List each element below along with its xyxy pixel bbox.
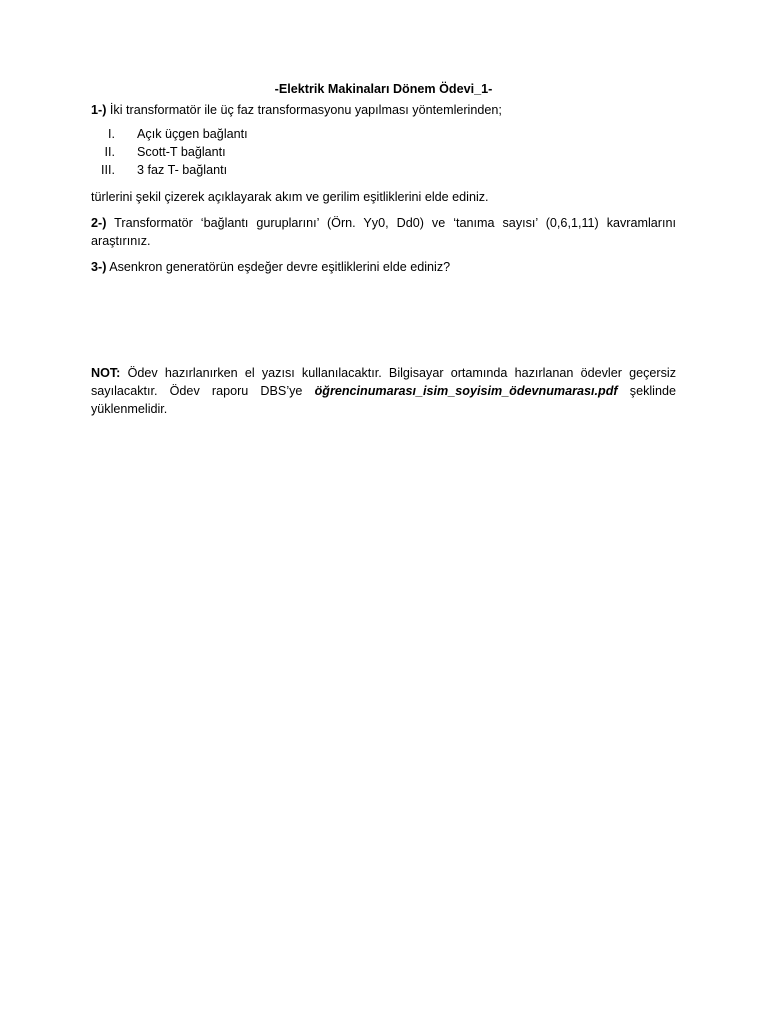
question-1-followup: türlerini şekil çizerek açıklayarak akım ve gerilim eşitliklerini elde ediniz.: [91, 190, 489, 204]
document-content: [91, 80, 676, 418]
list-item-marker: III.: [101, 163, 115, 177]
question-1: [91, 101, 676, 119]
question-2: [91, 214, 676, 250]
note-text-after: şeklinde yüklenmelidir.: [91, 384, 676, 416]
question-3: [91, 258, 676, 276]
list-item-text: Açık üçgen bağlantı: [137, 127, 248, 141]
list-item: [91, 143, 676, 161]
note-label: NOT:: [91, 366, 121, 380]
note-paragraph: [91, 364, 676, 418]
document-title: -Elektrik Makinaları Dönem Ödevi_1-: [274, 82, 493, 96]
list-item: [91, 161, 676, 179]
list-item-marker: I.: [108, 127, 115, 141]
list-item-marker: II.: [104, 145, 115, 159]
list-item-text: Scott-T bağlantı: [137, 145, 226, 159]
question-1-number: 1-): [91, 103, 107, 117]
question-2-text: Transformatör ‘bağlantı guruplarını’ (Örn. Yy0, Dd0) ve ‘tanıma sayısı’ (0,6,1,11) kavramlarını araştırınız.: [91, 216, 676, 248]
question-1-options-list: [91, 125, 676, 179]
note-filename: öğrencinumarası_isim_soyisim_ödevnumarası.pdf: [314, 384, 618, 398]
note-text-before: Ödev hazırlanırken el yazısı kullanılacaktır. Bilgisayar ortamında hazırlanan ödevler geçersiz sayılacaktır. Ödev raporu DBS’ye: [91, 366, 676, 398]
question-3-text: Asenkron generatörün eşdeğer devre eşitliklerini elde ediniz?: [106, 260, 451, 274]
question-1-text: İki transformatör ile üç faz transformasyonu yapılması yöntemlerinden;: [106, 103, 502, 117]
question-3-number: 3-): [91, 260, 107, 274]
question-2-number: 2-): [91, 216, 107, 230]
list-item-text: 3 faz T- bağlantı: [137, 163, 228, 177]
list-item: [91, 125, 676, 143]
